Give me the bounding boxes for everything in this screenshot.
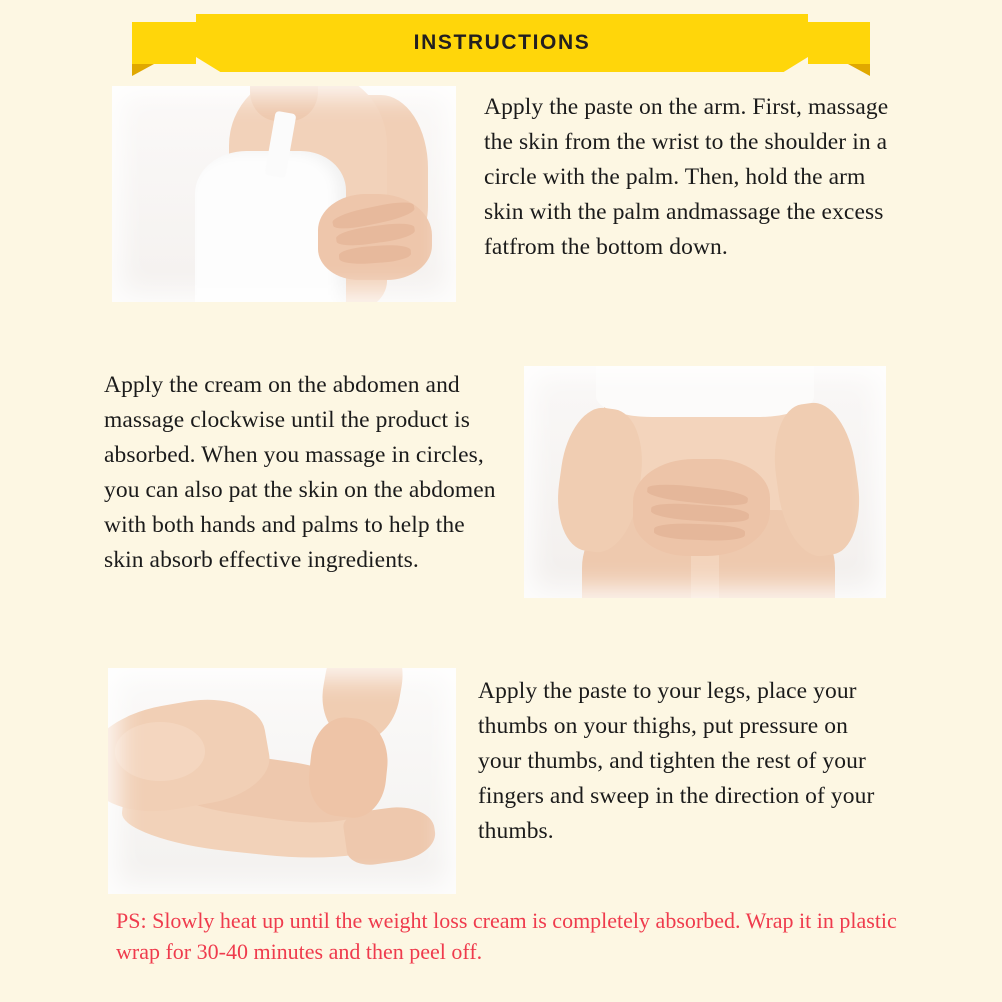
step-abdomen: [104, 366, 904, 598]
step-arm: [112, 86, 902, 302]
step-legs-text: Apply the paste to your legs, place your thumbs on your thighs, put pressure on your thumbs, and tighten the rest of your fingers and sweep in the direction of your thumbs.: [478, 678, 875, 844]
step-abdomen-text: Apply the cream on the abdomen and massage clockwise until the product is absorbed. When you massage in circles, you can also pat the skin on the abdomen with both hands and palms to help the skin absorb effective ingredients.: [104, 372, 496, 573]
footnote: PS: Slowly heat up until the weight loss cream is completely absorbed. Wrap it in plastic wrap for 30-40 minutes and then peel off.: [116, 908, 897, 964]
step-arm-text: Apply the paste on the arm. First, massage the skin from the wrist to the shoulder in a circle with the palm. Then, hold the arm skin with the palm andmassage the excess fatfrom the bottom down.: [484, 94, 889, 260]
abdomen-massage-photo: [524, 366, 886, 598]
banner-body: [196, 14, 808, 72]
step-legs: [108, 668, 898, 894]
instructions-banner: [0, 14, 1002, 76]
page-title: INSTRUCTIONS: [413, 31, 591, 54]
legs-massage-photo: [108, 668, 456, 894]
arm-massage-photo: [112, 86, 456, 302]
